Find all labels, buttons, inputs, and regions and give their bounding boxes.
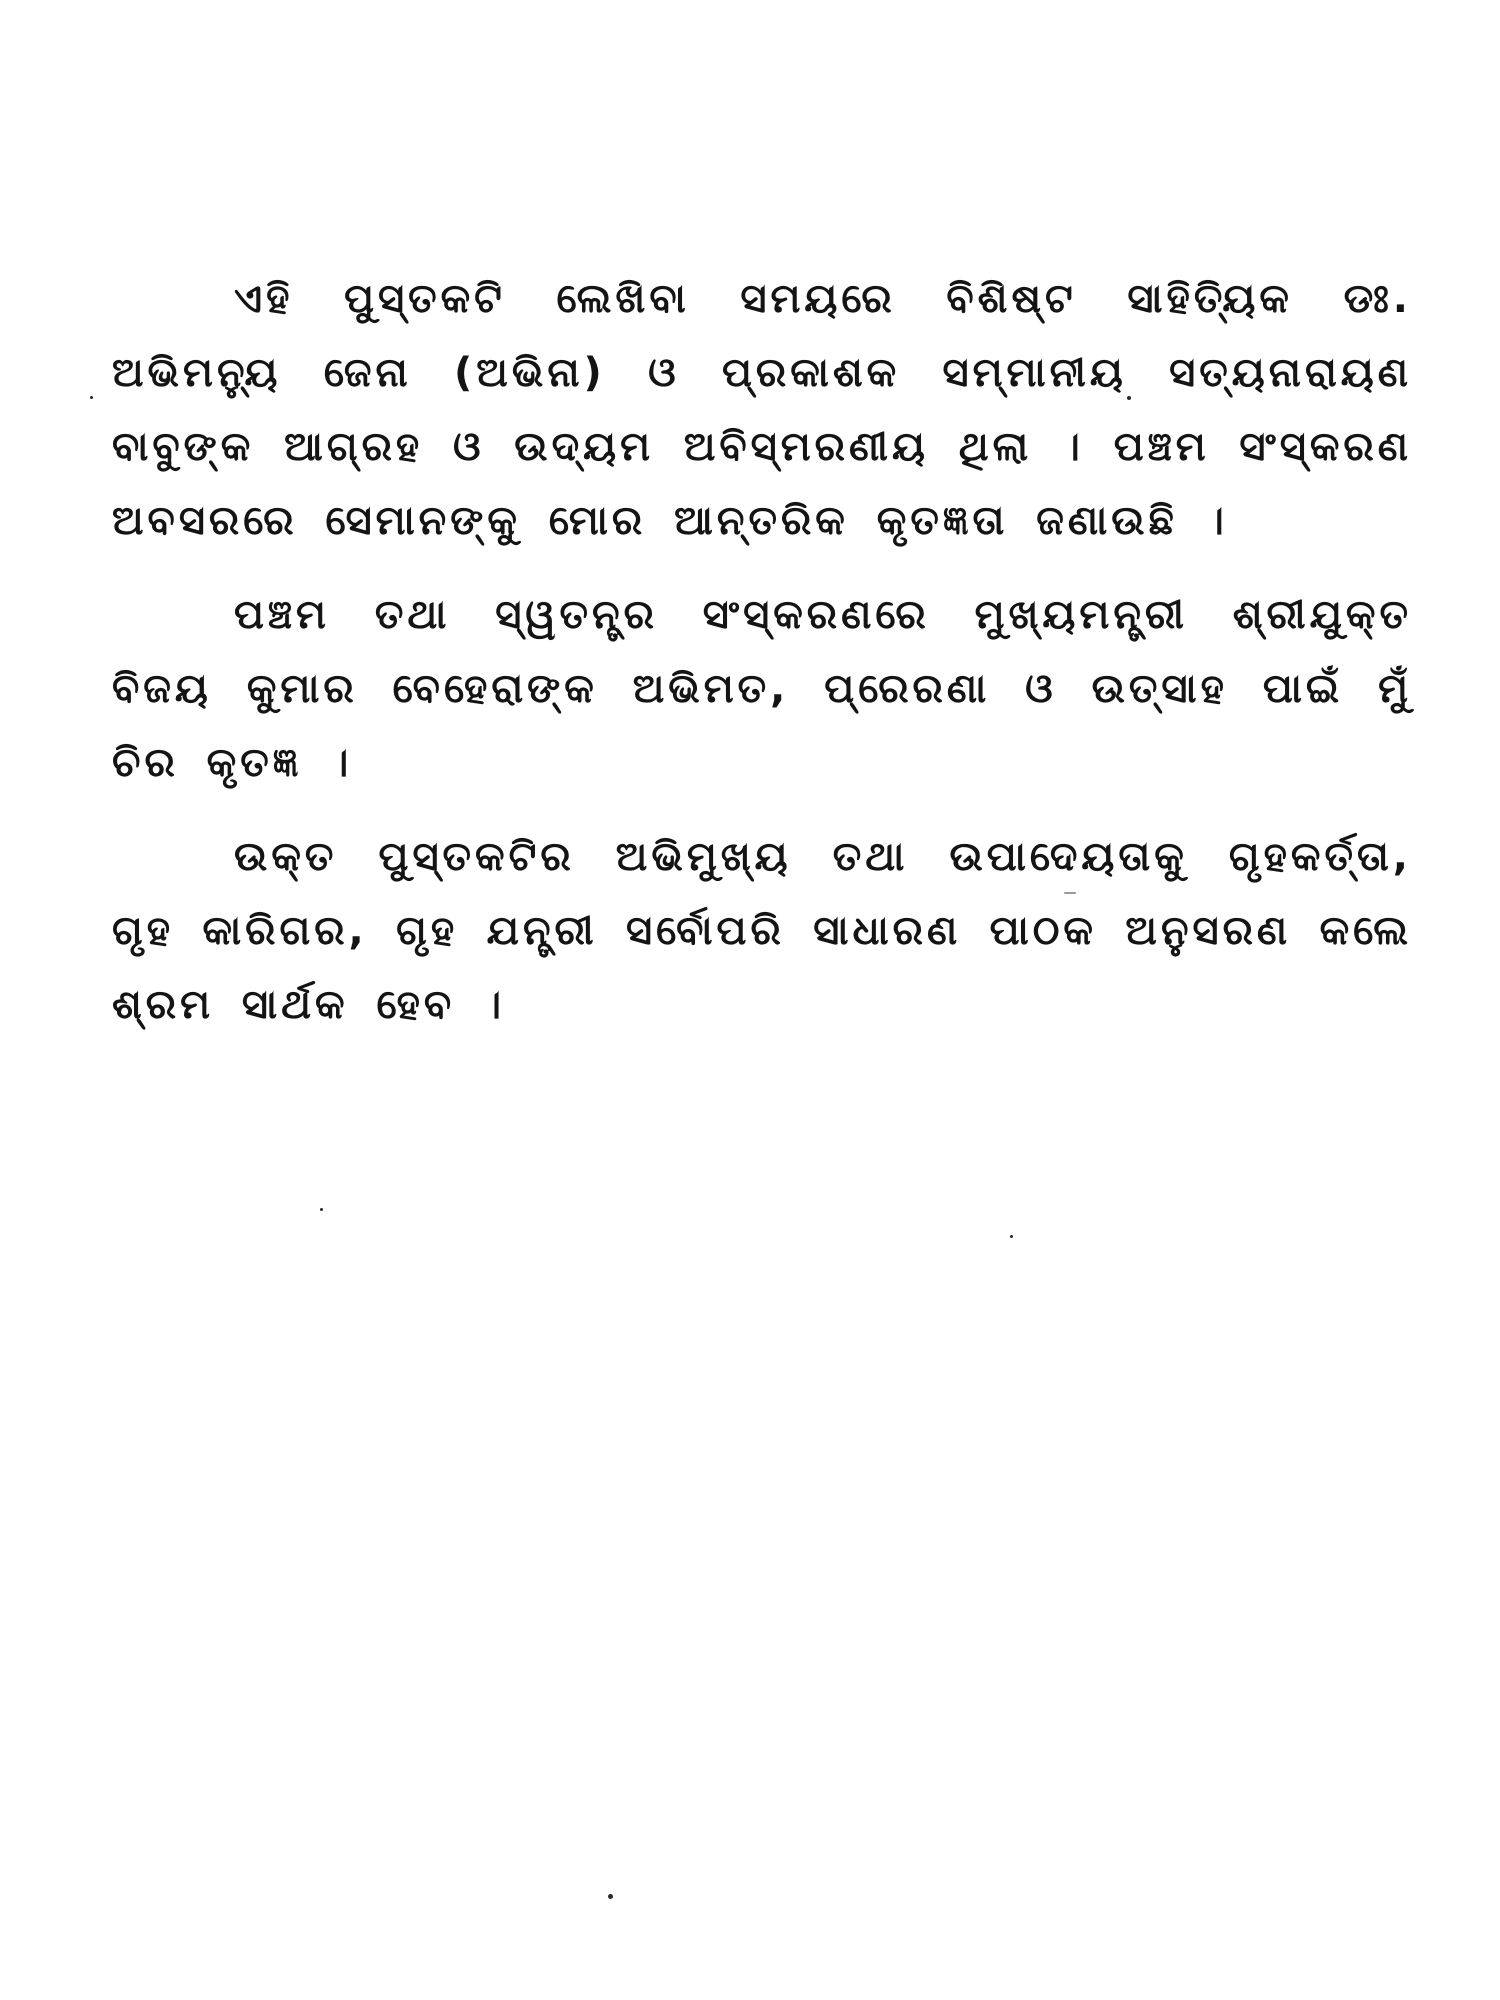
paragraph-closing: ଉକ୍ତ ପୁସ୍ତକଟିର ଅଭିମୁଖ୍ୟ ତଥା ଉପାଦେୟତାକୁ ଗୃହକର୍ତ୍ତା, ଗୃହ କାରିଗର, ଗୃହ ଯନ୍ତ୍ରୀ ସର୍ବୋପରି ସାଧାରଣ ପାଠକ ଅନୁସରଣ କଲେ ଶ୍ରମ ସାର୍ଥକ ହେବ ।	[112, 834, 1412, 1028]
body-text	[112, 262, 1412, 1042]
scan-speck-2	[1127, 396, 1131, 400]
scan-speck-4	[320, 1208, 323, 1211]
scan-speck-3	[1064, 892, 1076, 894]
scan-speck-5	[1010, 1235, 1013, 1238]
scan-speck-6	[608, 1894, 613, 1899]
paragraph-gratitude: ପଞ୍ଚମ ତଥା ସ୍ୱତନ୍ତ୍ର ସଂସ୍କରଣରେ ମୁଖ୍ୟମନ୍ତ୍ରୀ ଶ୍ରୀଯୁକ୍ତ ବିଜୟ କୁମାର ବେହେରାଙ୍କ ଅଭିମତ, ପ୍ରେରଣା ଓ ଉତ୍ସାହ ପାଇଁ ମୁଁ ଚିର କୃତଜ୍ଞ ।	[112, 592, 1412, 786]
scan-speck-1	[90, 396, 93, 399]
paragraph-acknowledgement: ଏହି ପୁସ୍ତକଟି ଲେଖିବା ସମୟରେ ବିଶିଷ୍ଟ ସାହିତ୍ୟିକ ଡଃ. ଅଭିମନ୍ୟୁ ଜେନା (ଅଭିନା) ଓ ପ୍ରକାଶକ ସମ୍ମାନୀୟ ସତ୍ୟନାରାୟଣ ବାବୁଙ୍କ ଆଗ୍ରହ ଓ ଉଦ୍ୟମ ଅବିସ୍ମରଣୀୟ ଥିଲା । ପଞ୍ଚମ ସଂସ୍କରଣ ଅବସରରେ ସେମାନଙ୍କୁ ମୋର ଆନ୍ତରିକ କୃତଜ୍ଞତା ଜଣାଉଛି ।	[112, 276, 1412, 544]
